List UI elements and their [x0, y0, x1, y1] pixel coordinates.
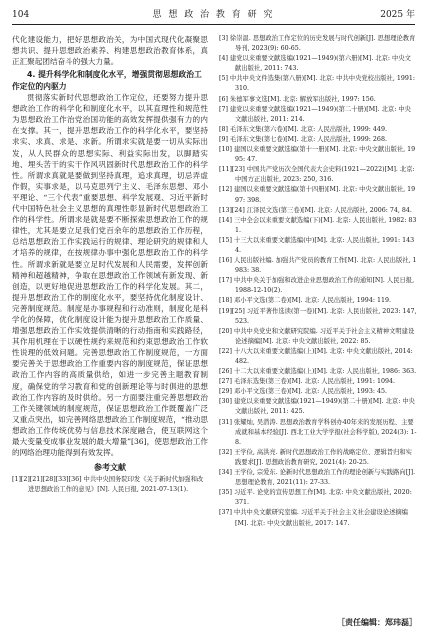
reference-item: [16] 人民出版社编. 加强共产党员的教育工作[M]. 北京: 人民出版社, 1983: 38.: [219, 257, 417, 275]
reference-item: [20] 中共中央党史和文献研究院编. 习近平关于社会主义精神文明建设论述摘编[M]. 北京: 中央文献出版社, 2022: 85.: [219, 327, 415, 345]
reference-item: [32] 王学俭, 高洪亮. 新时代思想政治工作的战略定位、逻辑旨归和实践要求[J]. 思想政治教育研究, 2021(4): 20-25.: [219, 448, 412, 466]
reference-item: [26] 十二大以来重要文献选编(上)[M]. 北京: 人民出版社, 1986: 363.: [219, 368, 417, 376]
reference-item: [11][23] 中国共产党历次全国代表大会史料(1921—2022)[M]. 北京: 中国方正出版社, 2023: 250, 316.: [219, 166, 415, 184]
reference-item: [37] 中共中央文献研究室编. 习近平关于社会主义社会建设论述摘编[M]. 北京: 中央文献出版社, 2017: 147.: [219, 509, 408, 527]
body-paragraph: 代化建设能力，把好思想政治关，为中国式现代化凝聚思想共识、提升思想政治素养、构建思想政治教育体系，真正汇聚起团结奋斗的强大力量。: [12, 35, 208, 67]
reference-item: [29] 邓小平文选(第三卷)[M]. 北京: 人民出版社, 1993: 45.: [219, 388, 387, 396]
reference-item: [17] 中共中央关于加强和改进企业思想政治工作的通知[N]. 人民日报, 1988-12-10(2).: [219, 277, 415, 295]
reference-item: [22] 十八大以来重要文献选编(上)[M]. 北京: 中央文献出版社, 2014: 482.: [219, 347, 413, 365]
left-column: [12, 34, 208, 614]
editor-note: ［责任编辑：郑玮磊］: [337, 618, 417, 627]
reference-item: [9] 毛泽东文集(第七卷)[M]. 北京: 人民出版社, 1999: 268.: [219, 135, 387, 143]
reference-item: [3] 徐崇温. 思想政治工作定位的历史发展与时代创新[J]. 思想理论教育导刊, 2023(9): 60-65.: [219, 35, 416, 53]
reference-item: [35] 习近平. 论党的宣传思想工作[M]. 北京: 中央文献出版社, 2020: 371.: [219, 489, 412, 507]
reference-item: [14] 三中全会以来重要文献选编(下)[M]. 北京: 人民出版社, 1982: 831.: [219, 216, 417, 234]
publication-year: 2025 年: [380, 10, 415, 20]
reference-item: [15] 十三大以来重要文献选编(中)[M]. 北京: 人民出版社, 1991: 1434.: [219, 236, 415, 254]
page-header: [12, 8, 415, 25]
reference-item: [5] 中共中央文件选集(第八册)[M]. 北京: 中共中央党校出版社, 1991: 310.: [219, 75, 416, 93]
reference-item: [27] 毛泽东选集(第三卷)[M]. 北京: 人民出版社, 1991: 1094.: [219, 378, 395, 386]
reference-item: [31] 张耀灿, 吴潜涛. 思想政治教育学科创办40年来的发展历程、主要成就和基本经验[J]. 西北工业大学学报(社会科学版), 2024(3): 1-8.: [219, 418, 417, 446]
reference-item: [8] 毛泽东文集(第六卷)[M]. 北京: 人民出版社, 1999: 449.: [219, 125, 387, 133]
reference-item: [18] 邓小平文选(第二卷)[M]. 北京: 人民出版社, 1994: 119.: [219, 297, 391, 305]
journal-title: 思 想 政 治 教 育 研 究: [152, 10, 275, 20]
page-number: 104: [12, 10, 30, 20]
reference-item: [30] 建党以来重要文献选编(1921—1949)(第二十册)[M]. 北京: 中央文献出版社, 2011: 425.: [219, 398, 415, 416]
reference-item: [10] 建国以来重要文献选编(第十一册)[M]. 北京: 中央文献出版社, 1995: 47.: [219, 146, 416, 164]
reference-item: [6] 朱德军事文选[M]. 北京: 解放军出版社, 1997: 156.: [219, 95, 376, 103]
right-column: [219, 34, 417, 630]
reference-item: [19][25] 习近平著作选读(第一卷)[M]. 北京: 人民出版社, 2023: 147, 523.: [219, 307, 417, 325]
reference-item: [13][24] 江泽民文选(第三卷)[M]. 北京: 人民出版社, 2006: 74, 84.: [219, 206, 412, 214]
reference-item: [34] 王学俭, 宗爱东. 论新时代思想政治工作的理论创新与实践路向[J]. 思想理论教育, 2021(11): 27-33.: [219, 469, 416, 487]
reference-item: [7] 建党以来重要文献选编(1921—1949)(第二十册)[M]. 北京: 中央文献出版社, 2011: 214.: [219, 105, 411, 123]
reference-item: [1][2][21][28][33][36] 中共中央国务院印发《关于新时代加强和改进思想政治工作的意见》[N]. 人民日报, 2021-07-13(1).: [12, 476, 204, 494]
references-heading: 参考文献: [94, 463, 126, 473]
section-heading: 4. 提升科学化和制度化水平，增强贯彻思想政治工作定位的内驱力: [12, 70, 202, 91]
body-paragraph: 贯彻落实新时代思想政治工作定位，还要努力提升思想政治工作的科学化和制度化水平，以其直理性和规范性为思想政治工作治党治国功能的高效发挥提供强有力的内在支撑。其一，提升思想政治工作的科学化水平，要坚持求实、求真、求是、求新。所谓求实就是要一切从实际出发，从人民群众的思想实际、利益实际出发，以脚踏实地、埋头苦干的实干作风巩固新时代思想政治工作的科学性。所谓求真就是要做到坚持真理，追求真理，切忌弄虚作假，实事求是，以马克思列宁主义、毛泽东思想、邓小平理论、“三个代表”重要思想、科学发展观、习近平新时代中国特色社会主义思想的真理性彰显新时代思想政治工作的科学性。所谓求是就是要不断探索思想政治工作的规律性，尤其是要立足我们党百余年的思想政治工作历程，总结思想政治工作实践运行的规律、理论研究的规律和人才培养的规律，在按规律办事中强化思想政治工作的科学性。所谓求新就是要立足时代发展和人民需要，发挥创新精神和超越精神，争取在思想政治工作领域有新发现、新创造，以更好地促进思想政治工作的科学化发展。其二，提升思想政治工作的制度化水平，要坚持优化制度设计、完善制度规范。制度是办事规程和行动准则，制度化是科学化的保障，优化制度设计能为提升思想政治工作质量、增强思想政治工作实效提供清晰的行动指南和实践路径，其作用机理在于以硬性规约来规范和约束思想政治工作软性说理的低效问题。完善思想政治工作制度规范，一方面要完善关于思想政治工作重要内容的制度规范，保证思想政治工作内容的高质量供给，如进一步完善主题教育制度，确保党的学习教育和党的创新理论等与时俱进的思想政治工作内容的及时供给。另一方面要注重完善思想政治工作关键领域的制度规范，保证思想政治工作既覆盖广泛又重点突出，如完善网络思想政治工作制度规范，“推动思想政治工作传统优势与信息技术深度融合，使互联网这个最大变量变成事业发展的最大增量”[36]，使思想政治工作的网络治理功能得到有效发挥。: [12, 93, 208, 458]
reference-item: [4] 建党以来重要文献选编(1921—1949)(第六册)[M]. 北京: 中央文献出版社, 2011: 743.: [219, 55, 411, 73]
reference-item: [12] 建国以来重要文献选编(第十四册)[M]. 北京: 中央文献出版社, 1997: 398.: [219, 186, 416, 204]
